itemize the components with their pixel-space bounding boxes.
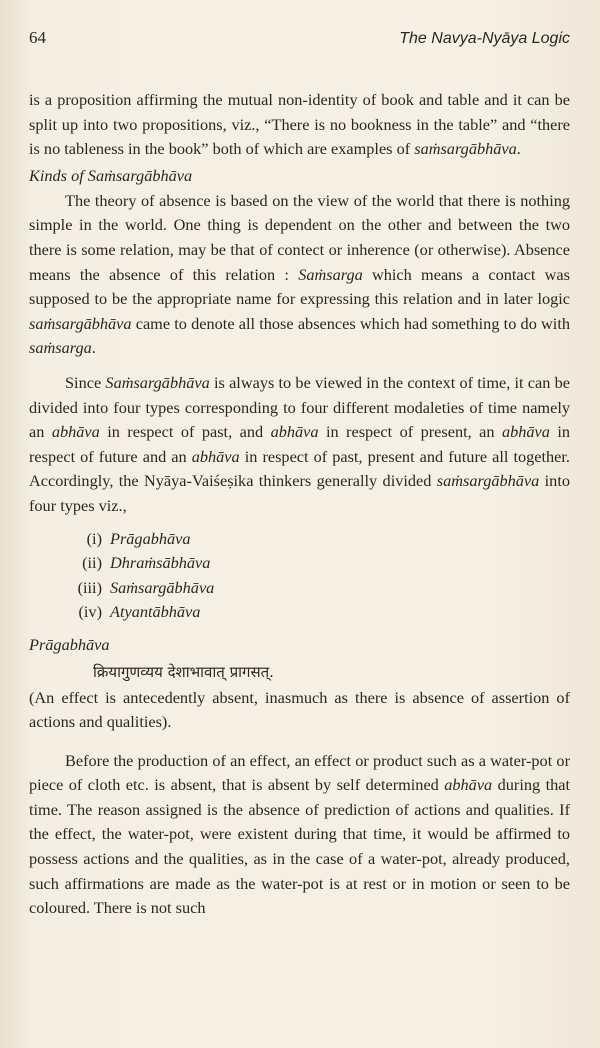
page-body	[29, 88, 570, 921]
kinds-list	[29, 527, 570, 625]
paragraph-before-production: Before the production of an effect, an effect or product such as a water-pot or piece of cloth etc. is absent, that is absent by self determined abhāva during that time. The reason assigned is the absence of prediction of actions and qualities. If the effect, the water-pot, were existent during that time, it would be affirmed to possess actions and the qualities, as in the case of a water-pot, already produced, such affirmations are made as the water-pot is at rest or in motion or seen to be coloured. There is not such	[29, 750, 570, 918]
section-heading-pragabhava: Prāgabhāva	[29, 634, 110, 654]
sanskrit-sutra: क्रियागुणव्यय देशाभावात् प्रागसत्.	[93, 662, 274, 681]
book-title: The Navya-Nyāya Logic	[399, 30, 570, 47]
list-item: (ii) Dhraṁsābhāva	[82, 553, 211, 572]
sutra-translation: (An effect is antecedently absent, inasmuch as there is absence of assertion of actions and qualities).	[29, 687, 570, 732]
list-item: (iv) Atyantābhāva	[78, 602, 201, 621]
section-heading-kinds: Kinds of Saṁsargābhāva	[29, 165, 193, 185]
list-item: (i) Prāgabhāva	[86, 528, 191, 548]
paragraph-four-types: Since Saṁsargābhāva is always to be viewed in the context of time, it can be divided into four types corresponding to four different modaleties of time namely an abhāva in respect of past, and abhāva in respect of present, an abhāva in respect of future and an abhāva in respect of past, present and future all together. Accordingly, the Nyāya-Vaiśeṣika thinkers generally divided saṁsargābhāva into four types viz.,	[29, 372, 570, 515]
page-number: 64	[29, 28, 46, 47]
running-head	[29, 28, 570, 58]
paragraph-theory-of-absence: The theory of absence is based on the view of the world that there is nothing simple in the world. One thing is dependent on the other and between the two there is some relation, may be that of contect or inherence (or otherwise). Absence means the absence of this relation : Saṁsarga which means a contact was supposed to be the appropriate name for expressing this relation and in later logic saṁsargābhāva came to denote all those absences which had something to do with saṁsarga.	[29, 190, 570, 358]
list-item: (iii) Saṁsargābhāva	[77, 577, 215, 597]
paragraph-continued: is a proposition affirming the mutual non-identity of book and table and it can be split up into two propositions, viz., “There is no bookness in the table” and “there is no tableness in the book” both of which are examples of saṁsargābhāva.	[29, 90, 570, 159]
